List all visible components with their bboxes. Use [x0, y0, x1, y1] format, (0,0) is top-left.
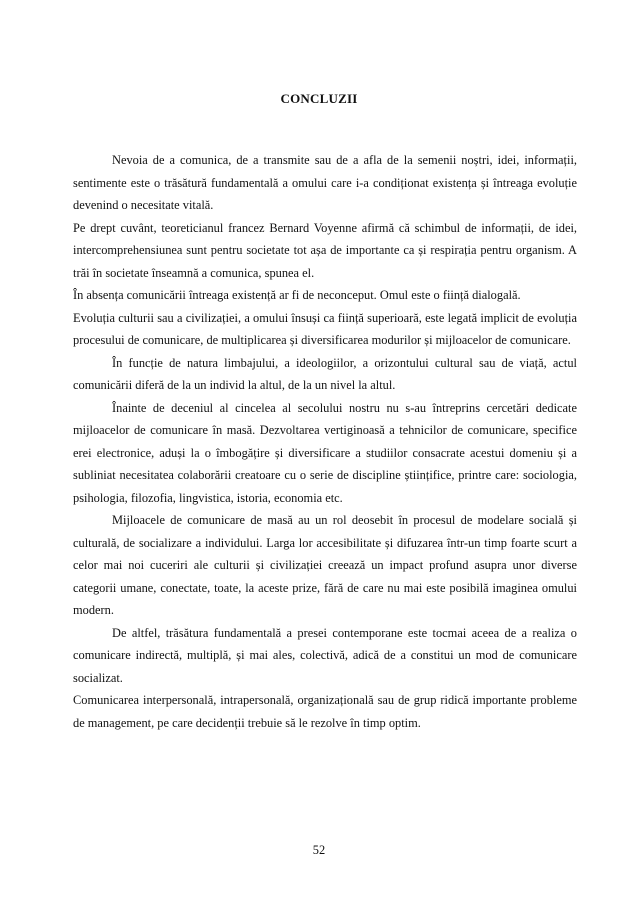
paragraph-7: Mijloacele de comunicare de masă au un rol deosebit în procesul de modelare socială și culturală, de socializare a individului. Larga lor accesibilitate și difuzarea într-un timp foarte scurt a celor mai noi cuceriri ale culturii și civilizației creează un impact profund asupra unor diverse categorii umane, conectate, toate, la aceste prize, fără de care nu mai este posibilă imaginea omului modern.	[73, 513, 577, 617]
paragraph-3: În absența comunicării întreaga existență ar fi de neconceput. Omul este o ființă dialogală.	[73, 288, 521, 302]
page-number: 52	[312, 843, 326, 857]
paragraph-6: Înainte de deceniul al cincelea al secolului nostru nu s-au întreprins cercetări dedicate mijloacelor de comunicare în masă. Dezvoltarea vertiginoasă a tehnicilor de comunicare, specifice erei electronice, aduși la o îmbogățire și diversificare a studiilor consacrate acestui domeniu și a subliniat necesitatea colaborării creatoare cu o serie de discipline științifice, printre care: sociologia, psihologia, filozofia, lingvistica, istoria, economia etc.	[73, 400, 577, 505]
paragraph-8: De altfel, trăsătura fundamentală a presei contemporane este tocmai aceea de a realiza o comunicare indirectă, multiplă, și mai ales, colectivă, adică de a constitui un mod de comunicare socializat.	[73, 625, 577, 685]
paragraph-5: În funcție de natura limbajului, a ideologiilor, a orizontului cultural sau de viață, actul comunicării diferă de la un individ la altul, de la un nivel la altul.	[73, 355, 577, 392]
paragraph-2: Pe drept cuvânt, teoreticianul francez Bernard Voyenne afirmă că schimbul de informații, de idei, intercomprehensiunea sunt pentru societate tot așa de importante ca și respirația pentru organism. A trăi în societate înseamnă a comunica, spunea el.	[73, 220, 577, 280]
paragraph-9: Comunicarea interpersonală, intrapersonală, organizațională sau de grup ridică importante probleme de management, pe care decidenții trebuie să le rezolve în timp optim.	[73, 693, 577, 730]
paragraph-4: Evoluția culturii sau a civilizației, a omului însuși ca ființă superioară, este legată implicit de evoluția procesului de comunicare, de multiplicarea și diversificarea modurilor și mijloacelor de comunicare.	[73, 310, 577, 347]
page-title: CONCLUZII	[280, 91, 358, 106]
paragraph-1: Nevoia de a comunica, de a transmite sau de a afla de la semenii noștri, idei, informații, sentimente este o trăsătură fundamentală a omului care i-a condiționat existența și întreaga evoluție devenind o necesitate vitală.	[73, 153, 577, 212]
document-body	[73, 149, 577, 734]
